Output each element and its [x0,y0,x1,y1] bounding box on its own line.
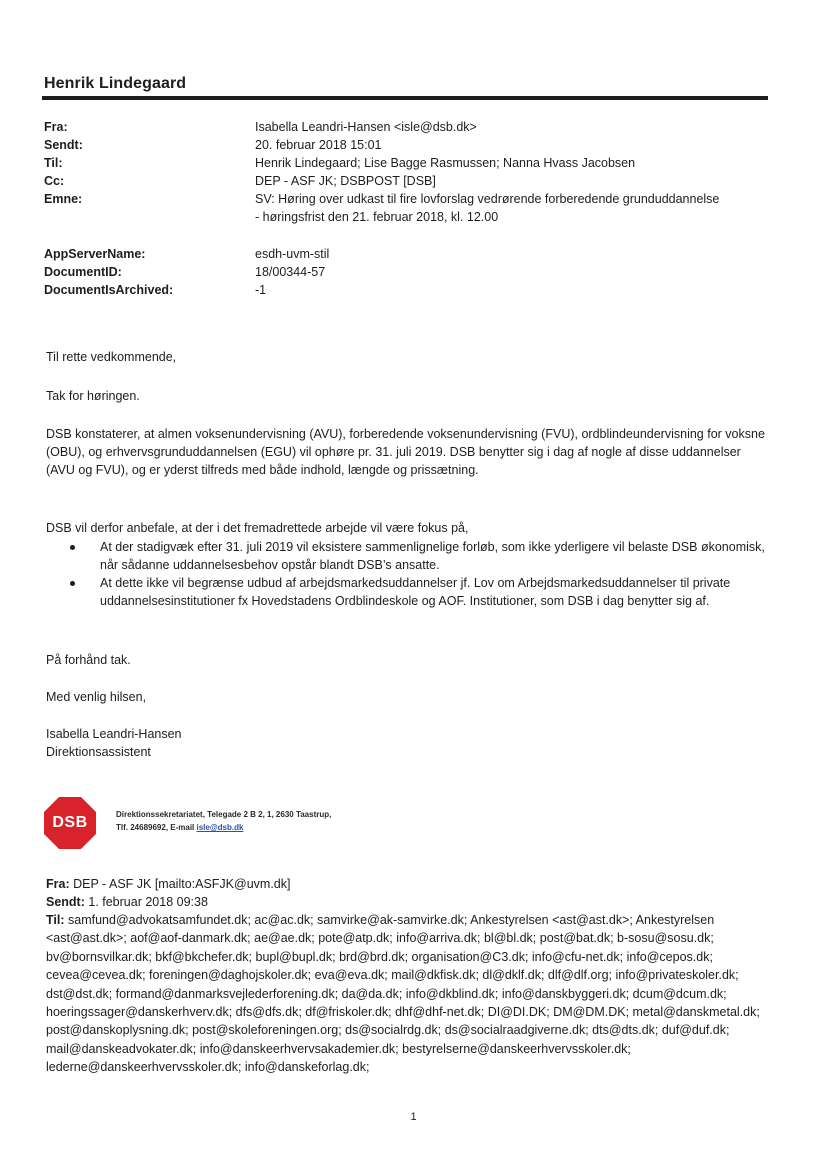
signature-contact [116,821,243,834]
meta-documentid-label: DocumentID: [44,265,122,279]
forwarded-fra-value: DEP - ASF JK [mailto:ASFJK@uvm.dk] [69,877,291,891]
bullet-text: At der stadigvæk efter 31. juli 2019 vil eksistere sammenlignelige forløb, som ikke yderligere vil belaste DSB økonomisk, når sådanne uddannelsesbehov opstår blandt DSB’s ansatte. [100,540,765,572]
signature-phone: Tlf. 24689692, E-mail [116,823,197,832]
forwarded-sendt [46,893,772,911]
bullet-dot-icon [70,545,75,550]
header-sendt-value: 20. februar 2018 15:01 [255,138,382,152]
header-fra-value: Isabella Leandri-Hansen <isle@dsb.dk> [255,120,477,134]
closing-regards: Med venlig hilsen, [46,690,147,704]
bullet-item [46,574,768,610]
closing-thanks: På forhånd tak. [46,653,131,667]
paragraph-1: DSB konstaterer, at almen voksenundervisning (AVU), forberedende voksenundervisning (FVU), ordblindeundervisning for voksne (OBU), og erhvervsgrunduddannelsen (EGU) vil ophøre pr. 31. juli 2019. DSB benytter sig i dag af nogle af disse uddannelser (AVU og FVU), og er yderst tilfreds med både indhold, længde og prissætning. [46,427,765,477]
bullet-list [46,538,768,610]
signature-email-link[interactable]: isle@dsb.dk [196,823,244,832]
forwarded-til-value: samfund@advokatsamfundet.dk; ac@ac.dk; samvirke@ak-samvirke.dk; Ankestyrelsen <ast@ast.dk>; Ankestyrelsen <ast@ast.dk>; aof@aof-danmark.dk; ae@ae.dk; pote@atp.dk; info@arriva.dk; bl@bl.dk; post@bat.dk; b-sosu@sosu.dk; bv@bornsvilkar.dk; bkf@bkchefer.dk; bupl@bupl.dk; brd@brd.dk; organisation@C3.dk; info@cfu-net.dk; info@cepos.dk; cevea@cevea.dk; foreningen@daghojskoler.dk; eva@eva.dk; mail@dkfisk.dk; dl@dklf.dk; dlf@dlf.org; info@privateskoler.dk; dst@dst.dk; formand@danmarksvejlederforening.dk; da@da.dk; info@dkblind.dk; info@danskbyggeri.dk; dcum@dcum.dk; hoeringssager@danskerhverv.dk; dfs@dfs.dk; df@friskoler.dk; dhf@dhf-net.dk; DI@DI.DK; DM@DM.DK; metal@danskmetal.dk; post@danskoplysning.dk; post@skoleforeningen.org; ds@socialrdg.dk; ds@socialraadgiverne.dk; dts@dts.dk; duf@duf.dk; mail@danskeadvokater.dk; info@danskeerhvervsakademier.dk; bestyrelserne@danskeerhvervsskoler.dk; lederne@danskeerhvervsskoler.dk; info@danskeforlag.dk; [46,913,760,1075]
thanks: Tak for høringen. [46,389,140,403]
header-emne-value: SV: Høring over udkast til fire lovforslag vedrørende forberedende grunduddannelse - høringsfrist den 21. februar 2018, kl. 12.00 [255,192,720,224]
header-til-label: Til: [44,156,63,170]
page-number: 1 [410,1111,417,1123]
signature-name: Isabella Leandri-Hansen [46,727,182,741]
forwarded-til [46,911,772,1077]
bullet-dot-icon [70,581,75,586]
signature-address: Direktionssekretariatet, Telegade 2 B 2, 1, 2630 Taastrup, [116,810,332,819]
meta-appserver-label: AppServerName: [44,247,146,261]
header-cc-label: Cc: [44,174,65,188]
forwarded-fra-label: Fra: [46,877,70,891]
header-emne-label: Emne: [44,192,83,206]
forwarded-fra [46,875,772,893]
header-til-value: Henrik Lindegaard; Lise Bagge Rasmussen; Nanna Hvass Jacobsen [255,156,636,170]
header-cc-value: DEP - ASF JK; DSBPOST [DSB] [255,174,436,188]
forwarded-sendt-value: 1. februar 2018 09:38 [84,895,208,909]
header-sendt-label: Sendt: [44,138,83,152]
forwarded-sendt-label: Sendt: [46,895,85,909]
bullet-item [46,538,768,574]
dsb-logo [43,796,97,850]
meta-archived-value: -1 [255,283,267,297]
bullet-text: At dette ikke vil begrænse udbud af arbejdsmarkedsuddannelser jf. Lov om Arbejdsmarkedsuddannelser til private uddannelsesinstitutioner fx Hovedstadens Ordblindeskole og AOF. Institutioner, som DSB i dag benytter sig af. [100,576,731,608]
header-rule [42,96,768,100]
meta-documentid-value: 18/00344-57 [255,265,326,279]
greeting: Til rette vedkommende, [46,350,177,364]
paragraph-2: DSB vil derfor anbefale, at der i det fremadrettede arbejde vil være fokus på, [46,521,469,535]
meta-appserver-value: esdh-uvm-stil [255,247,330,261]
signature-title: Direktionsassistent [46,745,151,759]
forwarded-til-label: Til: [46,913,65,927]
meta-archived-label: DocumentIsArchived: [44,283,174,297]
header-fra-label: Fra: [44,120,68,134]
document-owner: Henrik Lindegaard [44,75,187,92]
dsb-logo-text: DSB [52,814,88,831]
